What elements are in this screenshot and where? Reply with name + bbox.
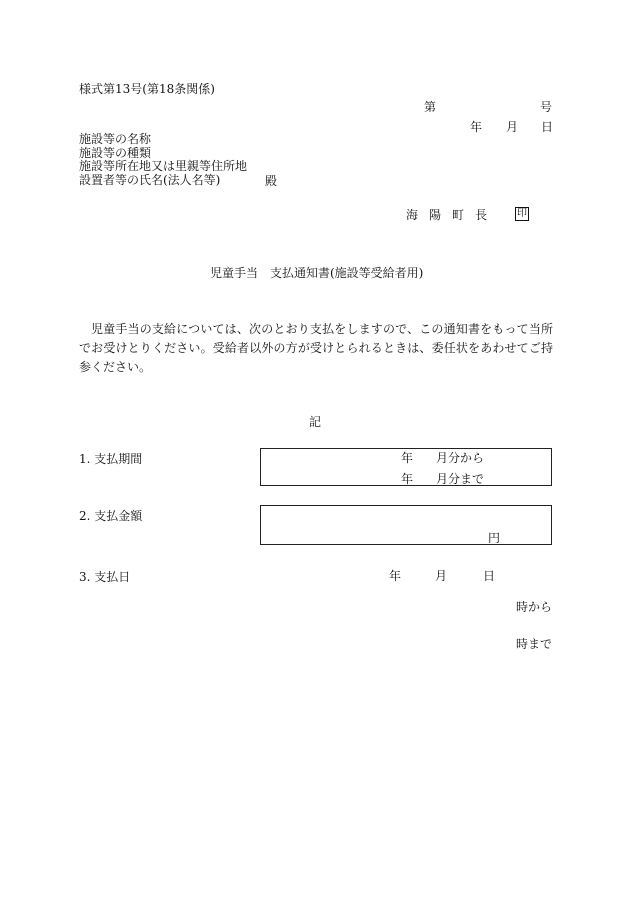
mayor-char: 海 [406, 208, 419, 222]
period-to-month: 月分まで [436, 472, 485, 486]
issuer-mayor [406, 208, 487, 222]
document-number-prefix: 第 [424, 100, 437, 114]
payment-time-from: 時から [516, 600, 553, 614]
addressee-block [79, 133, 247, 187]
mayor-char: 陽 [429, 208, 442, 222]
mayor-char: 町 [452, 208, 465, 222]
payment-date-label: 3. 支払日 [79, 570, 131, 584]
document-title: 児童手当 支払通知書(施設等受給者用) [210, 266, 424, 280]
payment-amount-box [260, 505, 552, 545]
payment-time-to: 時まで [516, 637, 553, 651]
period-from-month: 月分から [436, 451, 485, 465]
body-paragraph: 児童手当の支給については、次のとおり支払をしますので、この通知書をもって当所でお受けとりください。受給者以外の方が受けとられるときは、委任状をあわせてご持参ください。 [79, 322, 553, 374]
period-to-year: 年 [401, 472, 414, 486]
ki-heading: 記 [309, 415, 322, 429]
payment-date-year: 年 [389, 569, 402, 583]
mayor-char: 長 [475, 208, 488, 222]
issue-date-year: 年 [470, 120, 483, 134]
facility-name-label: 施設等の名称 [79, 132, 152, 146]
facility-address-label: 施設等所在地又は里親等住所地 [79, 159, 248, 173]
payment-date-month: 月 [435, 569, 448, 583]
issue-date-month: 月 [506, 120, 519, 134]
issue-date-day: 日 [541, 120, 554, 134]
facility-type-label: 施設等の種類 [79, 145, 152, 160]
form-number: 様式第13号(第18条関係) [79, 82, 215, 96]
period-from-year: 年 [401, 451, 414, 465]
seal-stamp: 印 [517, 208, 527, 219]
payment-amount-label: 2. 支払金額 [79, 509, 143, 523]
document-number-suffix: 号 [540, 100, 553, 114]
payment-period-label: 1. 支払期間 [79, 452, 143, 466]
honorific-dono: 殿 [265, 174, 278, 188]
operator-name-label: 設置者等の氏名(法人名等) [79, 172, 221, 187]
payment-date-day: 日 [483, 569, 496, 583]
amount-unit-yen: 円 [488, 531, 501, 545]
